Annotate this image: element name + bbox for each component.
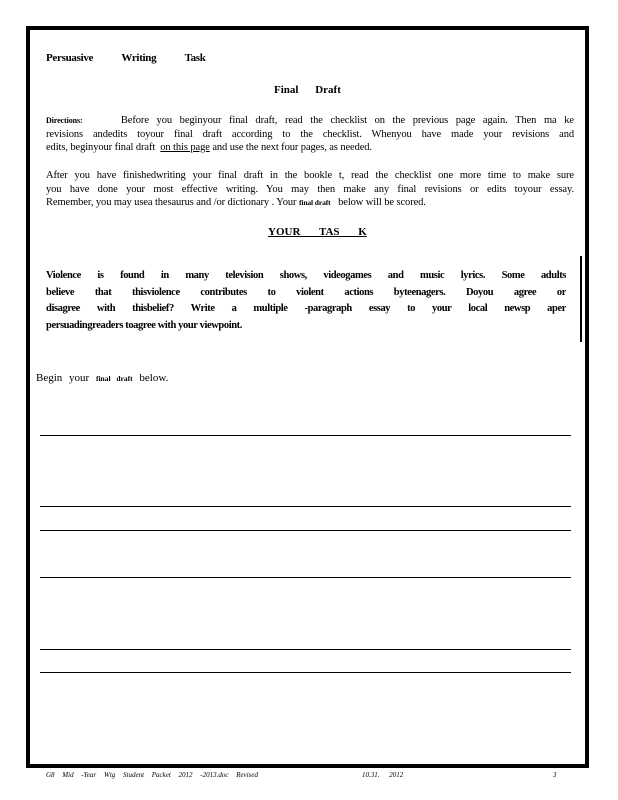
writing-line[interactable]: [40, 672, 571, 673]
directions-label: Directions:: [46, 116, 83, 125]
writing-line[interactable]: [40, 530, 571, 531]
footer-page-number: 3: [553, 771, 557, 779]
directions-paragraph: [46, 114, 574, 155]
directions-line-3: [46, 141, 574, 155]
begin-post: below.: [139, 372, 169, 384]
task-line-3: disagree with thisbelief? Write a multiple -paragraph essay to your local newsp aper: [46, 303, 566, 314]
directions-line-1-text: Before you beginyour final draft, read the checklist on the previous page again. Then ma ke: [120, 115, 574, 126]
after-line-2: you have done your most effective writing. You may then make any final revisions or edits toyour essay.: [46, 183, 574, 195]
directions-line-1: [46, 114, 574, 128]
header-title: Persuasive Writing Task: [46, 52, 206, 64]
begin-instruction: [36, 372, 168, 384]
after-final-draft-small: final draft: [298, 198, 331, 207]
writing-line[interactable]: [40, 577, 571, 578]
task-line-4: persuadingreaders toagree with your viewpoint.: [46, 319, 242, 331]
writing-line[interactable]: [40, 435, 571, 436]
footer-document-name: G8 Mid -Year Wtg Student Packet 2012 -2013.doc Revised: [46, 771, 259, 779]
task-title: YOUR TAS K: [268, 226, 367, 238]
on-this-page-text: on this page: [160, 142, 210, 153]
after-line-3-post: below will be scored.: [338, 197, 426, 208]
task-side-rule: [580, 256, 582, 342]
task-line-1: Violence is found in many television shows, videogames and music lyrics. Some adults: [46, 270, 566, 281]
writing-line[interactable]: [40, 506, 571, 507]
after-paragraph: [46, 169, 574, 210]
task-line-2: believe that thisviolence contributes to violent actions byteenagers. Doyou agree or: [46, 286, 566, 298]
directions-line-3-pre: edits, beginyour final draft: [46, 142, 156, 153]
task-prompt: [46, 268, 566, 334]
writing-line[interactable]: [40, 649, 571, 650]
after-line-3-pre: Remember, you may usea thesaurus and /or dictionary . Your: [46, 197, 297, 208]
begin-pre: Begin your: [36, 372, 90, 384]
page-subtitle: Final Draft: [274, 84, 341, 96]
after-line-3: [46, 196, 574, 210]
after-line-1: After you have finishedwriting your final draft in the bookle t, read the checklist one more time to make sure: [46, 170, 574, 181]
begin-final-draft-small: final draft: [95, 374, 133, 383]
directions-line-3-post: and use the next four pages, as needed.: [212, 142, 372, 153]
footer-date: 10.31. 2012: [362, 771, 404, 779]
directions-line-2: revisions andedits toyour final draft according to the checklist. Whenyou have made your revisions and: [46, 128, 574, 140]
